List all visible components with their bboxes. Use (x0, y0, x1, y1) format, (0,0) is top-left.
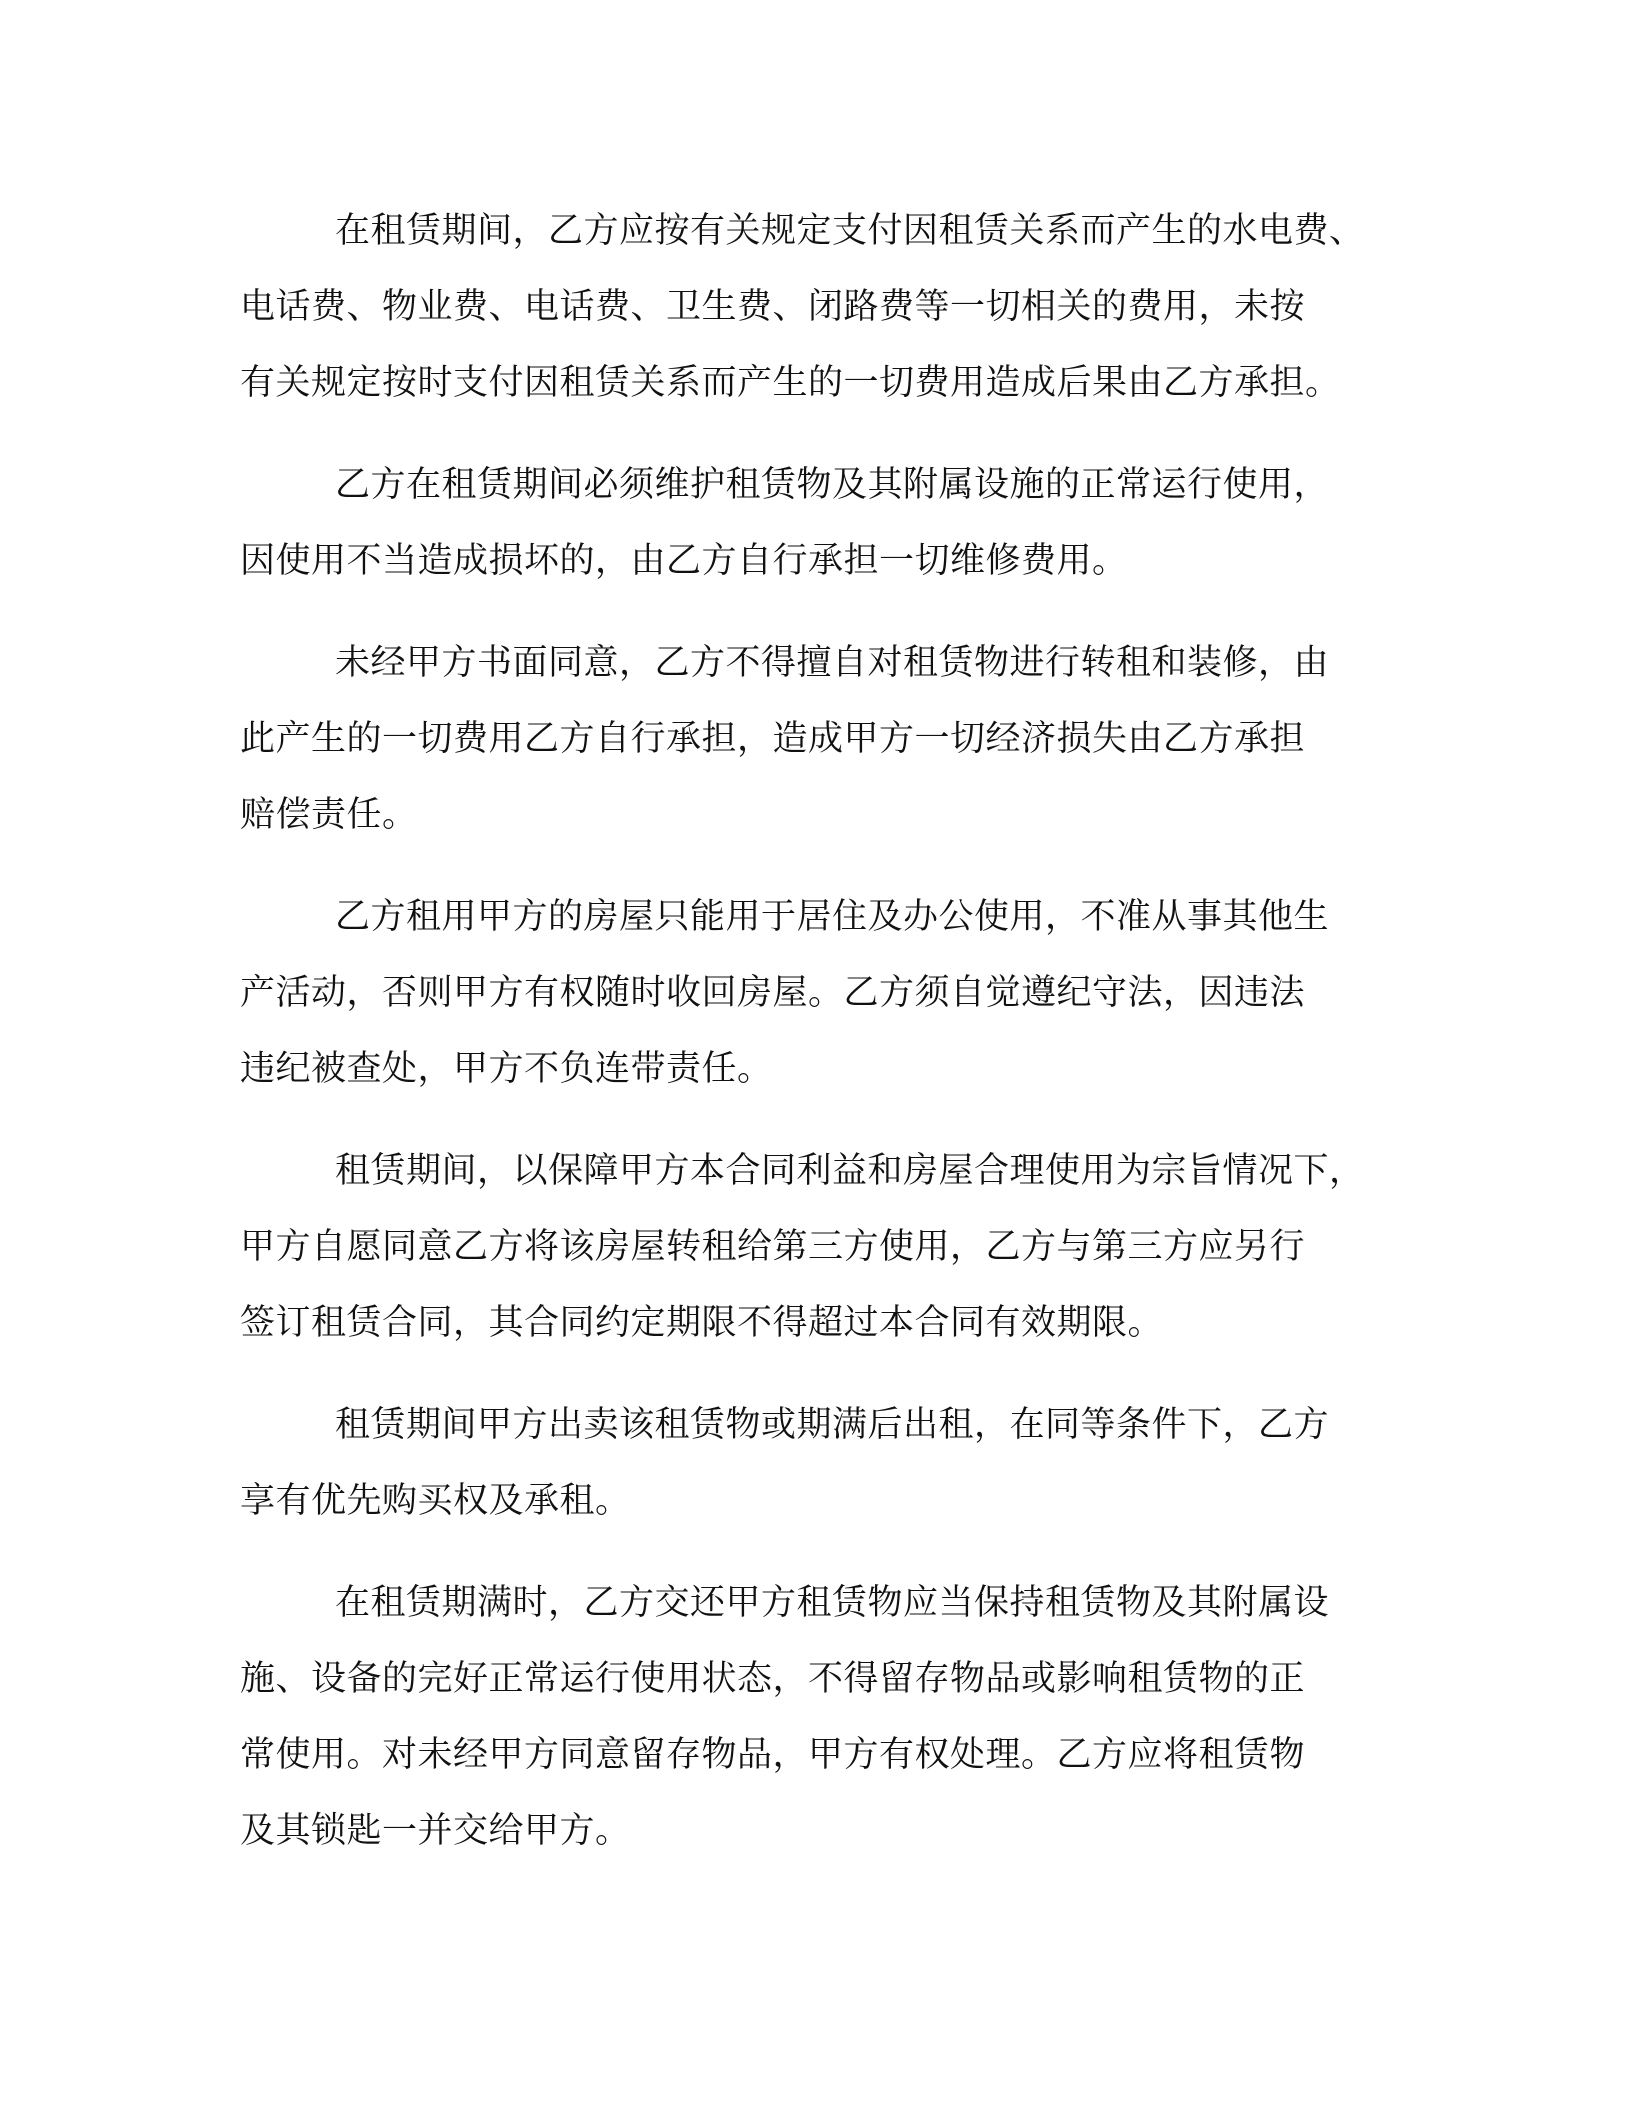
paragraph-usage-restriction (240, 879, 1410, 1107)
paragraph-third-party-sublet (240, 1133, 1410, 1361)
paragraph-line: 产活动，否则甲方有权随时收回房屋。乙方须自觉遵纪守法，因违法 (240, 973, 1306, 1013)
paragraph-line: 未经甲方书面同意，乙方不得擅自对租赁物进行转租和装修，由 (335, 643, 1330, 683)
paragraph-line: 赔偿责任。 (240, 795, 418, 835)
paragraph-line: 电话费、物业费、电话费、卫生费、闭路费等一切相关的费用，未按 (240, 287, 1306, 327)
paragraph-line: 租赁期间甲方出卖该租赁物或期满后出租，在同等条件下，乙方 (335, 1405, 1330, 1445)
paragraph-line: 因使用不当造成损坏的，由乙方自行承担一切维修费用。 (240, 541, 1128, 581)
paragraph-line: 及其锁匙一并交给甲方。 (240, 1811, 631, 1851)
paragraph-line: 享有优先购买权及承租。 (240, 1481, 631, 1521)
paragraph-line: 在租赁期间，乙方应按有关规定支付因租赁关系而产生的水电费、 (335, 211, 1365, 251)
paragraph-maintenance (240, 447, 1410, 599)
paragraph-line: 签订租赁合同，其合同约定期限不得超过本合同有效期限。 (240, 1303, 1164, 1343)
paragraph-line: 常使用。对未经甲方同意留存物品，甲方有权处理。乙方应将租赁物 (240, 1735, 1306, 1775)
paragraph-line: 甲方自愿同意乙方将该房屋转租给第三方使用，乙方与第三方应另行 (240, 1227, 1306, 1267)
paragraph-line: 此产生的一切费用乙方自行承担，造成甲方一切经济损失由乙方承担 (240, 719, 1306, 759)
paragraph-line: 施、设备的完好正常运行使用状态，不得留存物品或影响租赁物的正 (240, 1659, 1306, 1699)
paragraph-line: 在租赁期满时，乙方交还甲方租赁物应当保持租赁物及其附属设 (335, 1583, 1330, 1623)
paragraph-line: 租赁期间，以保障甲方本合同利益和房屋合理使用为宗旨情况下， (335, 1151, 1365, 1191)
paragraph-lease-end-return (240, 1565, 1410, 1869)
paragraph-utility-fees (240, 193, 1410, 421)
paragraph-line: 违纪被查处，甲方不负连带责任。 (240, 1049, 773, 1089)
paragraph-line: 有关规定按时支付因租赁关系而产生的一切费用造成后果由乙方承担。 (240, 363, 1341, 403)
document-body (240, 193, 1410, 1895)
paragraph-preemptive-right (240, 1387, 1410, 1539)
paragraph-line: 乙方在租赁期间必须维护租赁物及其附属设施的正常运行使用， (335, 465, 1330, 505)
paragraph-sublet-renovation (240, 625, 1410, 853)
paragraph-line: 乙方租用甲方的房屋只能用于居住及办公使用，不准从事其他生 (335, 897, 1330, 937)
